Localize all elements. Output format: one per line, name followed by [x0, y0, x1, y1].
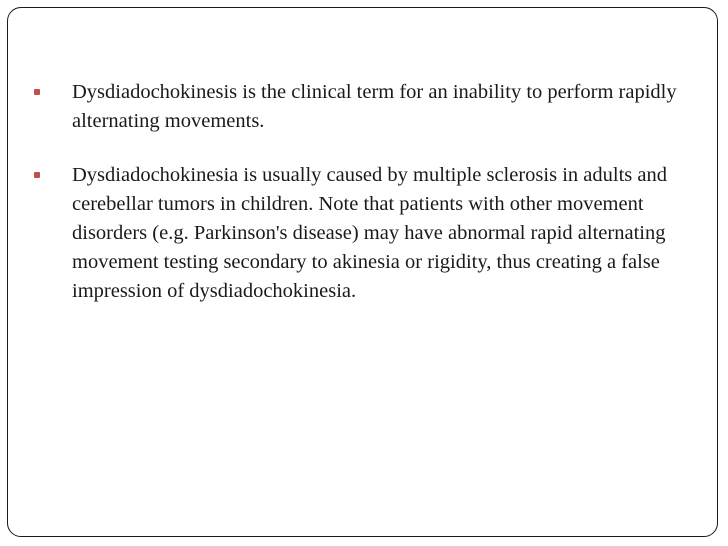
bullet-square-icon — [34, 89, 40, 95]
bullet-item-definition — [34, 78, 694, 136]
slide-frame — [7, 7, 718, 537]
bullet-text: Dysdiadochokinesis is the clinical term for an inability to perform rapidly alternating movements. — [72, 81, 677, 132]
bullet-square-icon — [34, 172, 40, 178]
bullet-list — [34, 78, 694, 306]
bullet-item-causes — [34, 161, 694, 306]
bullet-text: Dysdiadochokinesia is usually caused by multiple sclerosis in adults and cerebellar tumors in children. Note that patients with other movement disorders (e.g. Parkinson's disease) may have abnormal rapid alternating movement testing secondary to akinesia or rigidity, thus creating a false impression of dysdiadochokinesia. — [72, 164, 667, 302]
